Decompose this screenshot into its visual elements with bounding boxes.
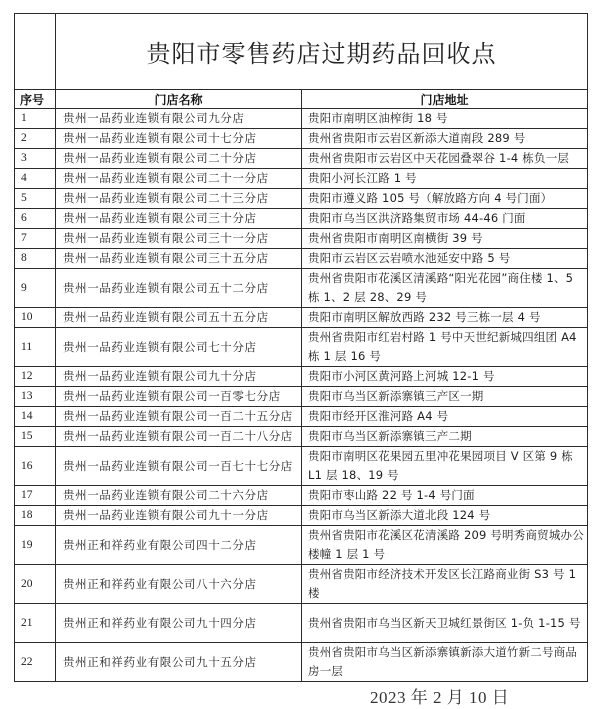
store-address: 贵阳市乌当区洪济路集贸市场 44-46 门面: [302, 209, 588, 229]
store-name: 贵州一品药业连锁有限公司二十一分店: [56, 169, 302, 189]
store-name: 贵州一品药业连锁有限公司一百零七分店: [56, 387, 302, 407]
store-name: 贵州一品药业连锁有限公司二十三分店: [56, 189, 302, 209]
table-row: [15, 249, 588, 269]
store-name: 贵州一品药业连锁有限公司九十一分店: [56, 506, 302, 526]
row-no: 10: [15, 308, 56, 328]
store-address: 贵阳市南明区解放西路 232 号三栋一层 4 号: [302, 308, 588, 328]
row-no: 18: [15, 506, 56, 526]
title-row: [15, 14, 588, 90]
row-no: 5: [15, 189, 56, 209]
store-name: 贵州一品药业连锁有限公司三十一分店: [56, 229, 302, 249]
header-no: 序号: [15, 90, 56, 109]
page-title: 贵阳市零售药店过期药品回收点: [56, 14, 588, 90]
title-blank-cell: [15, 14, 56, 90]
store-name: 贵州一品药业连锁有限公司三十分店: [56, 209, 302, 229]
row-no: 6: [15, 209, 56, 229]
row-no: 3: [15, 149, 56, 169]
store-address: 贵阳市遵义路 105 号（解放路方向 4 号门面）: [302, 189, 588, 209]
recycling-points-table: [14, 13, 588, 682]
row-no: 8: [15, 249, 56, 269]
store-name: 贵州一品药业连锁有限公司五十五分店: [56, 308, 302, 328]
table-row: [15, 407, 588, 427]
store-name: 贵州一品药业连锁有限公司三十五分店: [56, 249, 302, 269]
store-address: 贵州省贵阳市乌当区新天卫城红景街区 1-负 1-15 号: [302, 604, 588, 643]
store-address: 贵阳市南明区花果园五里冲花果园项目 V 区第 9 栋 L1 层 18、19 号: [302, 447, 588, 486]
table-row: [15, 149, 588, 169]
table-row: [15, 565, 588, 604]
table-row: [15, 447, 588, 486]
store-address: 贵阳市乌当区新添寨镇三产二期: [302, 427, 588, 447]
store-name: 贵州正和祥药业有限公司八十六分店: [56, 565, 302, 604]
store-name: 贵州正和祥药业有限公司四十二分店: [56, 526, 302, 565]
row-no: 2: [15, 129, 56, 149]
header-store-address: 门店地址: [302, 90, 588, 109]
table-row: [15, 169, 588, 189]
store-name: 贵州一品药业连锁有限公司五十二分店: [56, 269, 302, 308]
table-row: [15, 387, 588, 407]
store-address: 贵阳市经开区淮河路 A4 号: [302, 407, 588, 427]
store-address: 贵阳市乌当区新添寨镇三产区一期: [302, 387, 588, 407]
store-address: 贵州省贵阳市南明区南横街 39 号: [302, 229, 588, 249]
row-no: 1: [15, 109, 56, 129]
table-row: [15, 189, 588, 209]
row-no: 7: [15, 229, 56, 249]
table-row: [15, 367, 588, 387]
store-address: 贵阳市南明区油榨街 18 号: [302, 109, 588, 129]
store-name: 贵州一品药业连锁有限公司一百二十五分店: [56, 407, 302, 427]
table-row: [15, 129, 588, 149]
table-row: [15, 643, 588, 682]
table-row: [15, 526, 588, 565]
document-date: 2023 年 2 月 10 日: [370, 688, 510, 707]
row-no: 21: [15, 604, 56, 643]
row-no: 14: [15, 407, 56, 427]
table-row: [15, 269, 588, 308]
store-address: 贵州省贵阳市花溪区花清溪路 209 号明秀商贸城办公楼幢 1 层 1 号: [302, 526, 588, 565]
store-address: 贵阳小河长江路 1 号: [302, 169, 588, 189]
row-no: 11: [15, 328, 56, 367]
store-name: 贵州一品药业连锁有限公司一百二十八分店: [56, 427, 302, 447]
table-row: [15, 604, 588, 643]
row-no: 16: [15, 447, 56, 486]
table-row: [15, 427, 588, 447]
table-row: [15, 209, 588, 229]
table-row: [15, 486, 588, 506]
store-address: 贵阳市乌当区新添大道北段 124 号: [302, 506, 588, 526]
store-name: 贵州正和祥药业有限公司九十五分店: [56, 643, 302, 682]
row-no: 4: [15, 169, 56, 189]
row-no: 22: [15, 643, 56, 682]
store-address: 贵阳市云岩区云岩喷水池延安中路 5 号: [302, 249, 588, 269]
store-address: 贵州省贵阳市经济技术开发区长江路商业街 S3 号 1 楼: [302, 565, 588, 604]
table-row: [15, 328, 588, 367]
row-no: 19: [15, 526, 56, 565]
row-no: 20: [15, 565, 56, 604]
store-address: 贵阳市枣山路 22 号 1-4 号门面: [302, 486, 588, 506]
store-name: 贵州一品药业连锁有限公司七十分店: [56, 328, 302, 367]
table-row: [15, 109, 588, 129]
store-name: 贵州一品药业连锁有限公司一百七十七分店: [56, 447, 302, 486]
table-row: [15, 506, 588, 526]
store-address: 贵州省贵阳市红岩村路 1 号中天世纪新城四组团 A4 栋 1 层 16 号: [302, 328, 588, 367]
row-no: 15: [15, 427, 56, 447]
row-no: 9: [15, 269, 56, 308]
store-address: 贵州省贵阳市花溪区清溪路“阳光花园”商住楼 1、5 栋 1、2 层 28、29 号: [302, 269, 588, 308]
table-row: [15, 229, 588, 249]
store-name: 贵州一品药业连锁有限公司九分店: [56, 109, 302, 129]
store-address: 贵阳市小河区黄河路上河城 12-1 号: [302, 367, 588, 387]
store-address: 贵州省贵阳市乌当区新添寨镇新添大道竹新二号商品房一层: [302, 643, 588, 682]
row-no: 13: [15, 387, 56, 407]
store-name: 贵州一品药业连锁有限公司二十六分店: [56, 486, 302, 506]
store-name: 贵州正和祥药业有限公司九十四分店: [56, 604, 302, 643]
header-store-name: 门店名称: [56, 90, 302, 109]
store-name: 贵州一品药业连锁有限公司二十分店: [56, 149, 302, 169]
store-name: 贵州一品药业连锁有限公司十七分店: [56, 129, 302, 149]
store-name: 贵州一品药业连锁有限公司九十分店: [56, 367, 302, 387]
table-row: [15, 308, 588, 328]
store-address: 贵州省贵阳市云岩区中天花园叠翠谷 1-4 栋负一层: [302, 149, 588, 169]
header-row: [15, 90, 588, 109]
row-no: 17: [15, 486, 56, 506]
row-no: 12: [15, 367, 56, 387]
store-address: 贵州省贵阳市云岩区新添大道南段 289 号: [302, 129, 588, 149]
